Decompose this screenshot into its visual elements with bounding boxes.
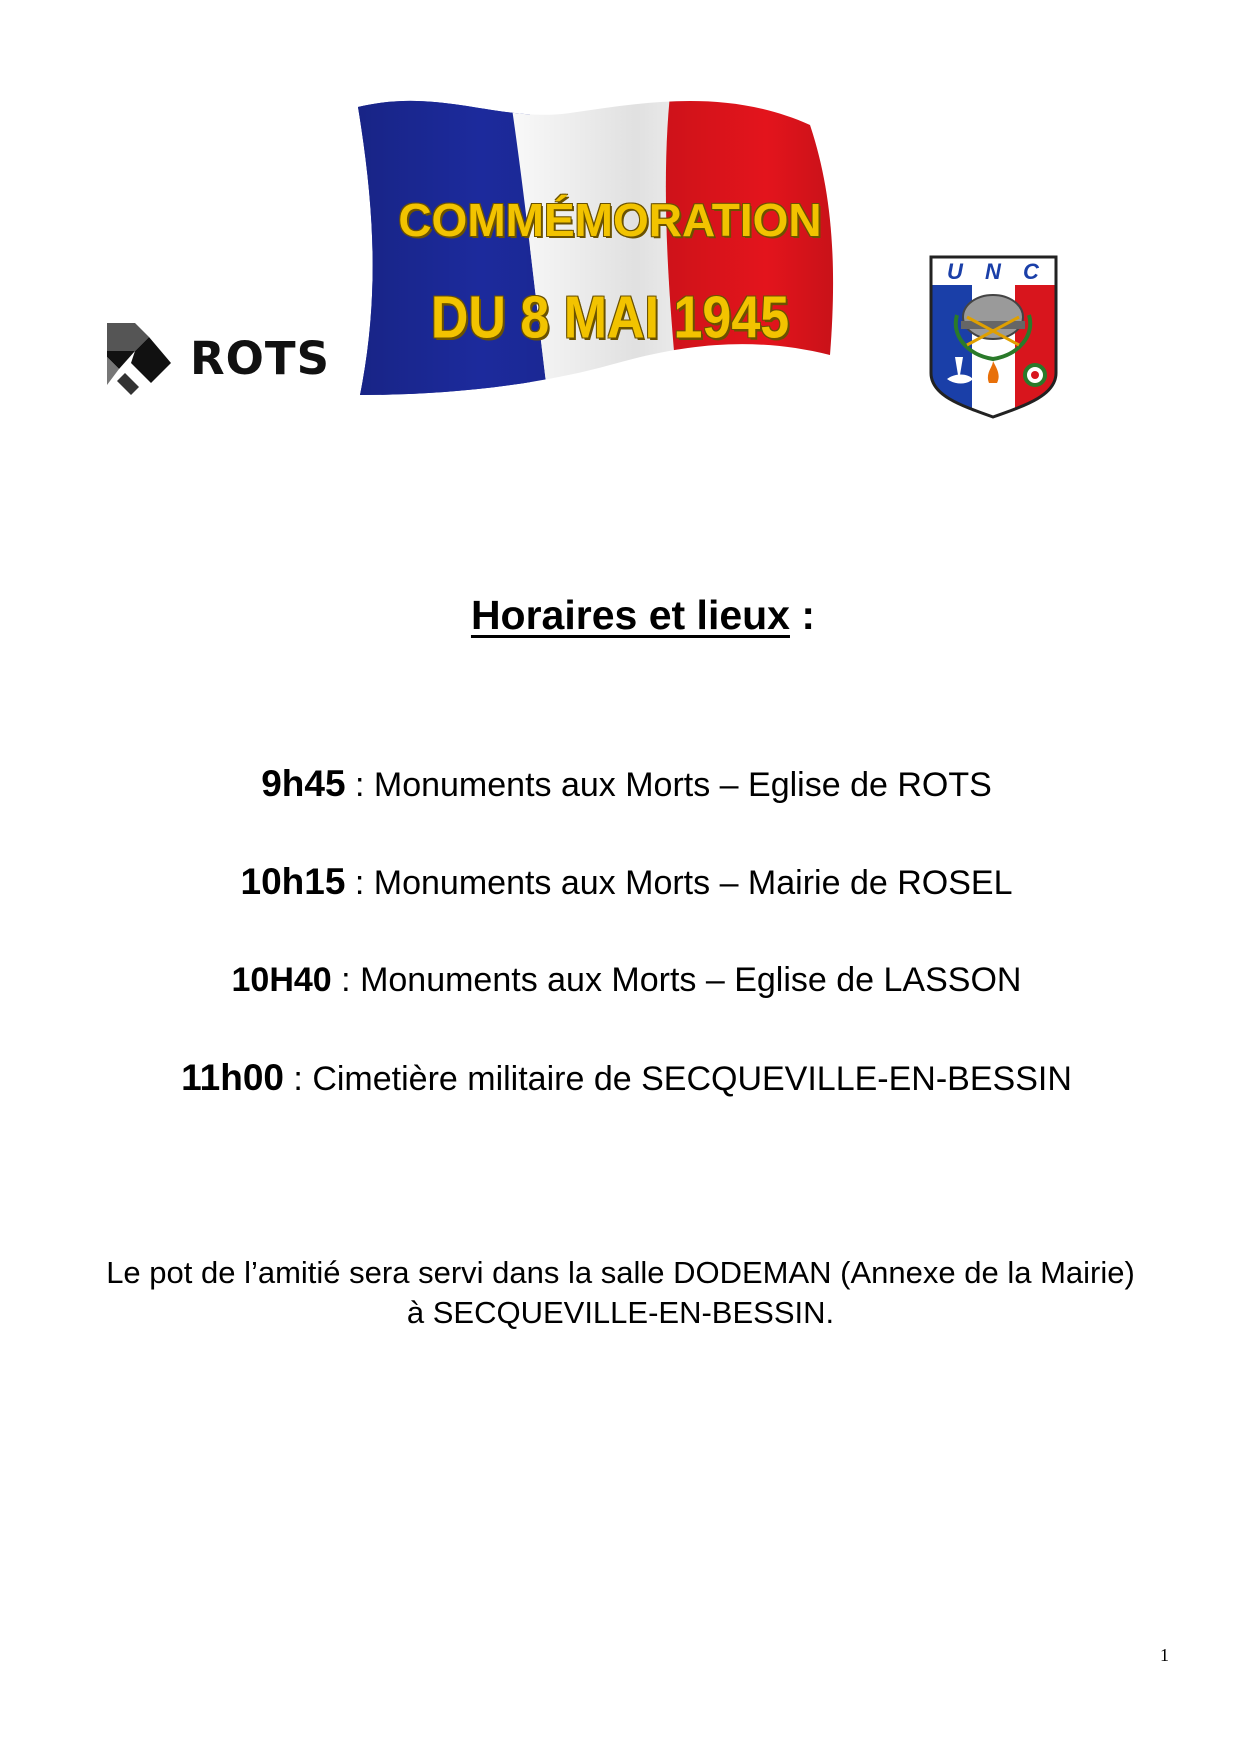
reception-note-line-1: Le pot de l’amitié sera servi dans la salle DODEMAN (Annexe de la Mairie): [106, 1255, 1135, 1290]
schedule-time: 10H40: [231, 961, 332, 999]
reception-note: [0, 1253, 1241, 1333]
schedule-row: [0, 861, 1241, 903]
unc-emblem: [927, 255, 1060, 420]
schedule-heading-suffix: :: [789, 592, 816, 638]
rots-logo: [105, 318, 330, 400]
schedule-place: Monuments aux Morts – Eglise de ROTS: [373, 766, 992, 804]
schedule-time: 10h15: [240, 861, 346, 902]
schedule-separator: :: [345, 864, 374, 902]
schedule-separator: :: [345, 766, 374, 804]
schedule-place: Cimetière militaire de SECQUEVILLE-EN-BESSIN: [312, 1060, 1072, 1098]
schedule-heading: [0, 592, 1241, 639]
schedule-heading-text: Horaires et lieux: [470, 592, 790, 638]
unc-letter-u: U: [947, 259, 963, 284]
schedule-separator: :: [331, 961, 361, 999]
french-flag-icon: [350, 95, 870, 415]
unc-letter-n: N: [985, 259, 1001, 284]
schedule-time: 11h00: [181, 1057, 284, 1098]
page-number: 1: [1160, 1645, 1169, 1665]
banner-title-line-1: COMMÉMORATION: [398, 194, 822, 246]
unc-letter-c: C: [1023, 259, 1039, 284]
schedule-place: Monuments aux Morts – Eglise de LASSON: [360, 961, 1022, 999]
schedule-row: [0, 961, 1241, 1000]
schedule-row: [0, 1057, 1241, 1099]
schedule-row: [0, 763, 1241, 805]
schedule-separator: :: [283, 1060, 313, 1098]
schedule-time: 9h45: [261, 763, 346, 804]
banner-title-line-2: DU 8 MAI 1945: [430, 284, 790, 352]
reception-note-line-2: à SECQUEVILLE-EN-BESSIN.: [406, 1295, 835, 1330]
commemoration-flag-banner: [350, 95, 870, 415]
rots-mark-icon: [105, 323, 175, 395]
rots-logo-text: ROTS: [190, 332, 331, 385]
schedule-place: Monuments aux Morts – Mairie de ROSEL: [373, 864, 1013, 902]
